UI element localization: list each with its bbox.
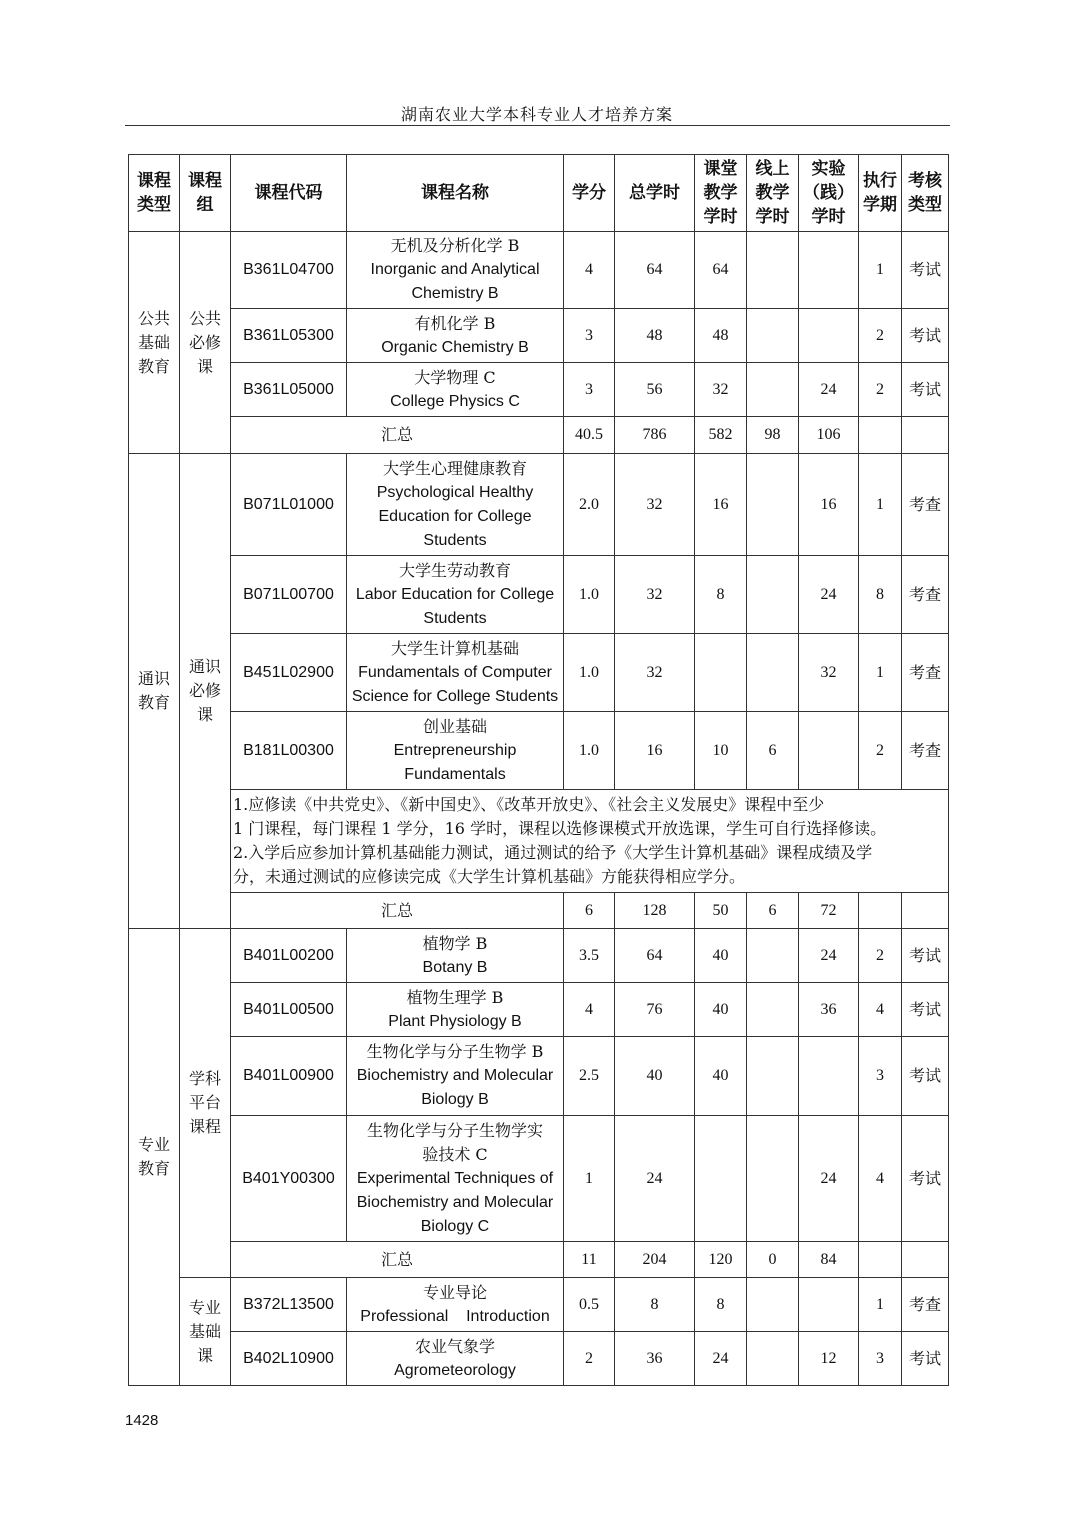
summary-label: 汇总 bbox=[231, 1242, 564, 1278]
header-lab-hours: 实验 （践） 学时 bbox=[799, 155, 859, 232]
summary-lab-hours: 106 bbox=[799, 417, 859, 454]
table-row bbox=[129, 363, 949, 417]
classroom-hours: 40 bbox=[695, 983, 747, 1037]
summary-lab-hours: 84 bbox=[799, 1242, 859, 1278]
course-name: 大学生心理健康教育 Psychological Healthy Education for College Students bbox=[347, 454, 564, 556]
total-hours: 76 bbox=[615, 983, 695, 1037]
credits: 3 bbox=[564, 309, 615, 363]
assessment-type: 考查 bbox=[902, 556, 949, 634]
table-row bbox=[129, 983, 949, 1037]
general-education-note: 1.应修读《中共党史》、《新中国史》、《改革开放史》、《社会主义发展史》课程中至少 1 门课程，每门课程 1 学分，16 学时，课程以选修课模式开放选课，学生可自行选择修读。 2.入学后应参加计算机基础能力测试，通过测试的给予《大学生计算机基础》课程成绩及学 分，未通过测试的应修读完成《大学生计算机基础》方能获得相应学分。 bbox=[231, 790, 949, 893]
lab-hours: 16 bbox=[799, 454, 859, 556]
online-hours: 6 bbox=[747, 712, 799, 790]
classroom-hours: 16 bbox=[695, 454, 747, 556]
classroom-hours: 48 bbox=[695, 309, 747, 363]
header-divider bbox=[125, 125, 950, 126]
header-semester: 执行 学期 bbox=[859, 155, 902, 232]
course-type-professional: 专业 教育 bbox=[129, 929, 180, 1386]
course-group-general-required: 通识 必修 课 bbox=[180, 454, 231, 929]
lab-hours: 24 bbox=[799, 556, 859, 634]
credits: 1 bbox=[564, 1116, 615, 1242]
lab-hours bbox=[799, 232, 859, 309]
summary-credits: 40.5 bbox=[564, 417, 615, 454]
credits: 0.5 bbox=[564, 1278, 615, 1332]
online-hours bbox=[747, 1116, 799, 1242]
lab-hours: 36 bbox=[799, 983, 859, 1037]
course-code: B361L04700 bbox=[231, 232, 347, 309]
table-row bbox=[129, 929, 949, 983]
online-hours bbox=[747, 1332, 799, 1386]
credits: 2 bbox=[564, 1332, 615, 1386]
total-hours: 32 bbox=[615, 454, 695, 556]
note-row bbox=[129, 790, 949, 893]
credits: 4 bbox=[564, 232, 615, 309]
course-code: B401Y00300 bbox=[231, 1116, 347, 1242]
course-name: 生物化学与分子生物学实 验技术 C Experimental Techniques of Biochemistry and Molecular Biology C bbox=[347, 1116, 564, 1242]
semester: 8 bbox=[859, 556, 902, 634]
course-name: 农业气象学 Agrometeorology bbox=[347, 1332, 564, 1386]
credits: 1.0 bbox=[564, 634, 615, 712]
table-header-row bbox=[129, 155, 949, 232]
course-code: B181L00300 bbox=[231, 712, 347, 790]
credits: 2.0 bbox=[564, 454, 615, 556]
header-total-hours: 总学时 bbox=[615, 155, 695, 232]
course-name: 大学生劳动教育 Labor Education for College Students bbox=[347, 556, 564, 634]
table-row bbox=[129, 454, 949, 556]
summary-row bbox=[129, 417, 949, 454]
online-hours bbox=[747, 363, 799, 417]
online-hours bbox=[747, 1037, 799, 1116]
course-name: 植物学 B Botany B bbox=[347, 929, 564, 983]
course-code: B402L10900 bbox=[231, 1332, 347, 1386]
classroom-hours: 40 bbox=[695, 929, 747, 983]
summary-empty bbox=[902, 417, 949, 454]
online-hours bbox=[747, 232, 799, 309]
course-name: 生物化学与分子生物学 B Biochemistry and Molecular Biology B bbox=[347, 1037, 564, 1116]
table-row bbox=[129, 1332, 949, 1386]
total-hours: 24 bbox=[615, 1116, 695, 1242]
credits: 1.0 bbox=[564, 712, 615, 790]
table-row bbox=[129, 634, 949, 712]
summary-classroom-hours: 582 bbox=[695, 417, 747, 454]
course-name: 有机化学 B Organic Chemistry B bbox=[347, 309, 564, 363]
assessment-type: 考试 bbox=[902, 232, 949, 309]
lab-hours bbox=[799, 1037, 859, 1116]
table-row bbox=[129, 1037, 949, 1116]
header-course-group: 课程 组 bbox=[180, 155, 231, 232]
classroom-hours: 8 bbox=[695, 1278, 747, 1332]
course-type-public: 公共 基础 教育 bbox=[129, 232, 180, 454]
total-hours: 32 bbox=[615, 634, 695, 712]
summary-empty bbox=[902, 893, 949, 929]
summary-online-hours: 0 bbox=[747, 1242, 799, 1278]
assessment-type: 考试 bbox=[902, 363, 949, 417]
course-name: 专业导论 Professional Introduction bbox=[347, 1278, 564, 1332]
lab-hours: 24 bbox=[799, 1116, 859, 1242]
summary-label: 汇总 bbox=[231, 893, 564, 929]
assessment-type: 考查 bbox=[902, 1278, 949, 1332]
assessment-type: 考查 bbox=[902, 454, 949, 556]
summary-label: 汇总 bbox=[231, 417, 564, 454]
summary-row bbox=[129, 1242, 949, 1278]
header-course-type: 课程 类型 bbox=[129, 155, 180, 232]
classroom-hours bbox=[695, 634, 747, 712]
semester: 1 bbox=[859, 1278, 902, 1332]
summary-classroom-hours: 120 bbox=[695, 1242, 747, 1278]
semester: 1 bbox=[859, 454, 902, 556]
lab-hours: 24 bbox=[799, 363, 859, 417]
course-code: B361L05000 bbox=[231, 363, 347, 417]
header-assessment: 考核 类型 bbox=[902, 155, 949, 232]
curriculum-table bbox=[128, 154, 949, 1386]
table-row bbox=[129, 556, 949, 634]
table-row bbox=[129, 712, 949, 790]
semester: 3 bbox=[859, 1332, 902, 1386]
total-hours: 64 bbox=[615, 929, 695, 983]
course-code: B401L00500 bbox=[231, 983, 347, 1037]
total-hours: 56 bbox=[615, 363, 695, 417]
online-hours bbox=[747, 454, 799, 556]
classroom-hours: 8 bbox=[695, 556, 747, 634]
semester: 3 bbox=[859, 1037, 902, 1116]
course-group-professional-basic: 专业 基础 课 bbox=[180, 1278, 231, 1386]
summary-row bbox=[129, 893, 949, 929]
table-row bbox=[129, 1116, 949, 1242]
summary-lab-hours: 72 bbox=[799, 893, 859, 929]
assessment-type: 考试 bbox=[902, 1332, 949, 1386]
course-code: B401L00900 bbox=[231, 1037, 347, 1116]
summary-empty bbox=[859, 1242, 902, 1278]
total-hours: 32 bbox=[615, 556, 695, 634]
course-code: B071L01000 bbox=[231, 454, 347, 556]
online-hours bbox=[747, 309, 799, 363]
classroom-hours: 10 bbox=[695, 712, 747, 790]
classroom-hours: 40 bbox=[695, 1037, 747, 1116]
online-hours bbox=[747, 983, 799, 1037]
credits: 3 bbox=[564, 363, 615, 417]
course-group-discipline-platform: 学科 平台 课程 bbox=[180, 929, 231, 1278]
semester: 2 bbox=[859, 712, 902, 790]
classroom-hours: 32 bbox=[695, 363, 747, 417]
lab-hours: 32 bbox=[799, 634, 859, 712]
classroom-hours: 64 bbox=[695, 232, 747, 309]
total-hours: 16 bbox=[615, 712, 695, 790]
course-code: B401L00200 bbox=[231, 929, 347, 983]
online-hours bbox=[747, 1278, 799, 1332]
summary-credits: 6 bbox=[564, 893, 615, 929]
assessment-type: 考试 bbox=[902, 309, 949, 363]
summary-total-hours: 204 bbox=[615, 1242, 695, 1278]
summary-credits: 11 bbox=[564, 1242, 615, 1278]
semester: 2 bbox=[859, 929, 902, 983]
summary-empty bbox=[859, 893, 902, 929]
page-header-title: 湖南农业大学本科专业人才培养方案 bbox=[400, 105, 673, 124]
course-name: 无机及分析化学 B Inorganic and Analytical Chemistry B bbox=[347, 232, 564, 309]
classroom-hours bbox=[695, 1116, 747, 1242]
assessment-type: 考查 bbox=[902, 634, 949, 712]
table-row bbox=[129, 232, 949, 309]
semester: 4 bbox=[859, 1116, 902, 1242]
course-type-general: 通识 教育 bbox=[129, 454, 180, 929]
table-row bbox=[129, 309, 949, 363]
semester: 4 bbox=[859, 983, 902, 1037]
course-code: B372L13500 bbox=[231, 1278, 347, 1332]
online-hours bbox=[747, 929, 799, 983]
header-course-name: 课程名称 bbox=[347, 155, 564, 232]
semester: 1 bbox=[859, 232, 902, 309]
summary-empty bbox=[859, 417, 902, 454]
course-code: B071L00700 bbox=[231, 556, 347, 634]
lab-hours: 12 bbox=[799, 1332, 859, 1386]
table-row bbox=[129, 1278, 949, 1332]
assessment-type: 考试 bbox=[902, 1116, 949, 1242]
summary-online-hours: 6 bbox=[747, 893, 799, 929]
page-number: 1428 bbox=[125, 1412, 159, 1429]
course-group-public-required: 公共 必修 课 bbox=[180, 232, 231, 454]
header-online-hours: 线上 教学 学时 bbox=[747, 155, 799, 232]
semester: 2 bbox=[859, 363, 902, 417]
course-name: 创业基础 Entrepreneurship Fundamentals bbox=[347, 712, 564, 790]
semester: 1 bbox=[859, 634, 902, 712]
credits: 2.5 bbox=[564, 1037, 615, 1116]
online-hours bbox=[747, 556, 799, 634]
summary-classroom-hours: 50 bbox=[695, 893, 747, 929]
summary-empty bbox=[902, 1242, 949, 1278]
credits: 3.5 bbox=[564, 929, 615, 983]
assessment-type: 考试 bbox=[902, 983, 949, 1037]
course-code: B451L02900 bbox=[231, 634, 347, 712]
total-hours: 40 bbox=[615, 1037, 695, 1116]
lab-hours bbox=[799, 309, 859, 363]
total-hours: 64 bbox=[615, 232, 695, 309]
header-credits: 学分 bbox=[564, 155, 615, 232]
total-hours: 8 bbox=[615, 1278, 695, 1332]
summary-online-hours: 98 bbox=[747, 417, 799, 454]
summary-total-hours: 128 bbox=[615, 893, 695, 929]
assessment-type: 考查 bbox=[902, 712, 949, 790]
classroom-hours: 24 bbox=[695, 1332, 747, 1386]
online-hours bbox=[747, 634, 799, 712]
header-classroom-hours: 课堂 教学 学时 bbox=[695, 155, 747, 232]
credits: 1.0 bbox=[564, 556, 615, 634]
course-name: 植物生理学 B Plant Physiology B bbox=[347, 983, 564, 1037]
credits: 4 bbox=[564, 983, 615, 1037]
header-course-code: 课程代码 bbox=[231, 155, 347, 232]
lab-hours bbox=[799, 1278, 859, 1332]
total-hours: 48 bbox=[615, 309, 695, 363]
course-name: 大学生计算机基础 Fundamentals of Computer Science for College Students bbox=[347, 634, 564, 712]
course-code: B361L05300 bbox=[231, 309, 347, 363]
assessment-type: 考试 bbox=[902, 1037, 949, 1116]
lab-hours: 24 bbox=[799, 929, 859, 983]
course-name: 大学物理 C College Physics C bbox=[347, 363, 564, 417]
lab-hours bbox=[799, 712, 859, 790]
total-hours: 36 bbox=[615, 1332, 695, 1386]
summary-total-hours: 786 bbox=[615, 417, 695, 454]
semester: 2 bbox=[859, 309, 902, 363]
assessment-type: 考试 bbox=[902, 929, 949, 983]
